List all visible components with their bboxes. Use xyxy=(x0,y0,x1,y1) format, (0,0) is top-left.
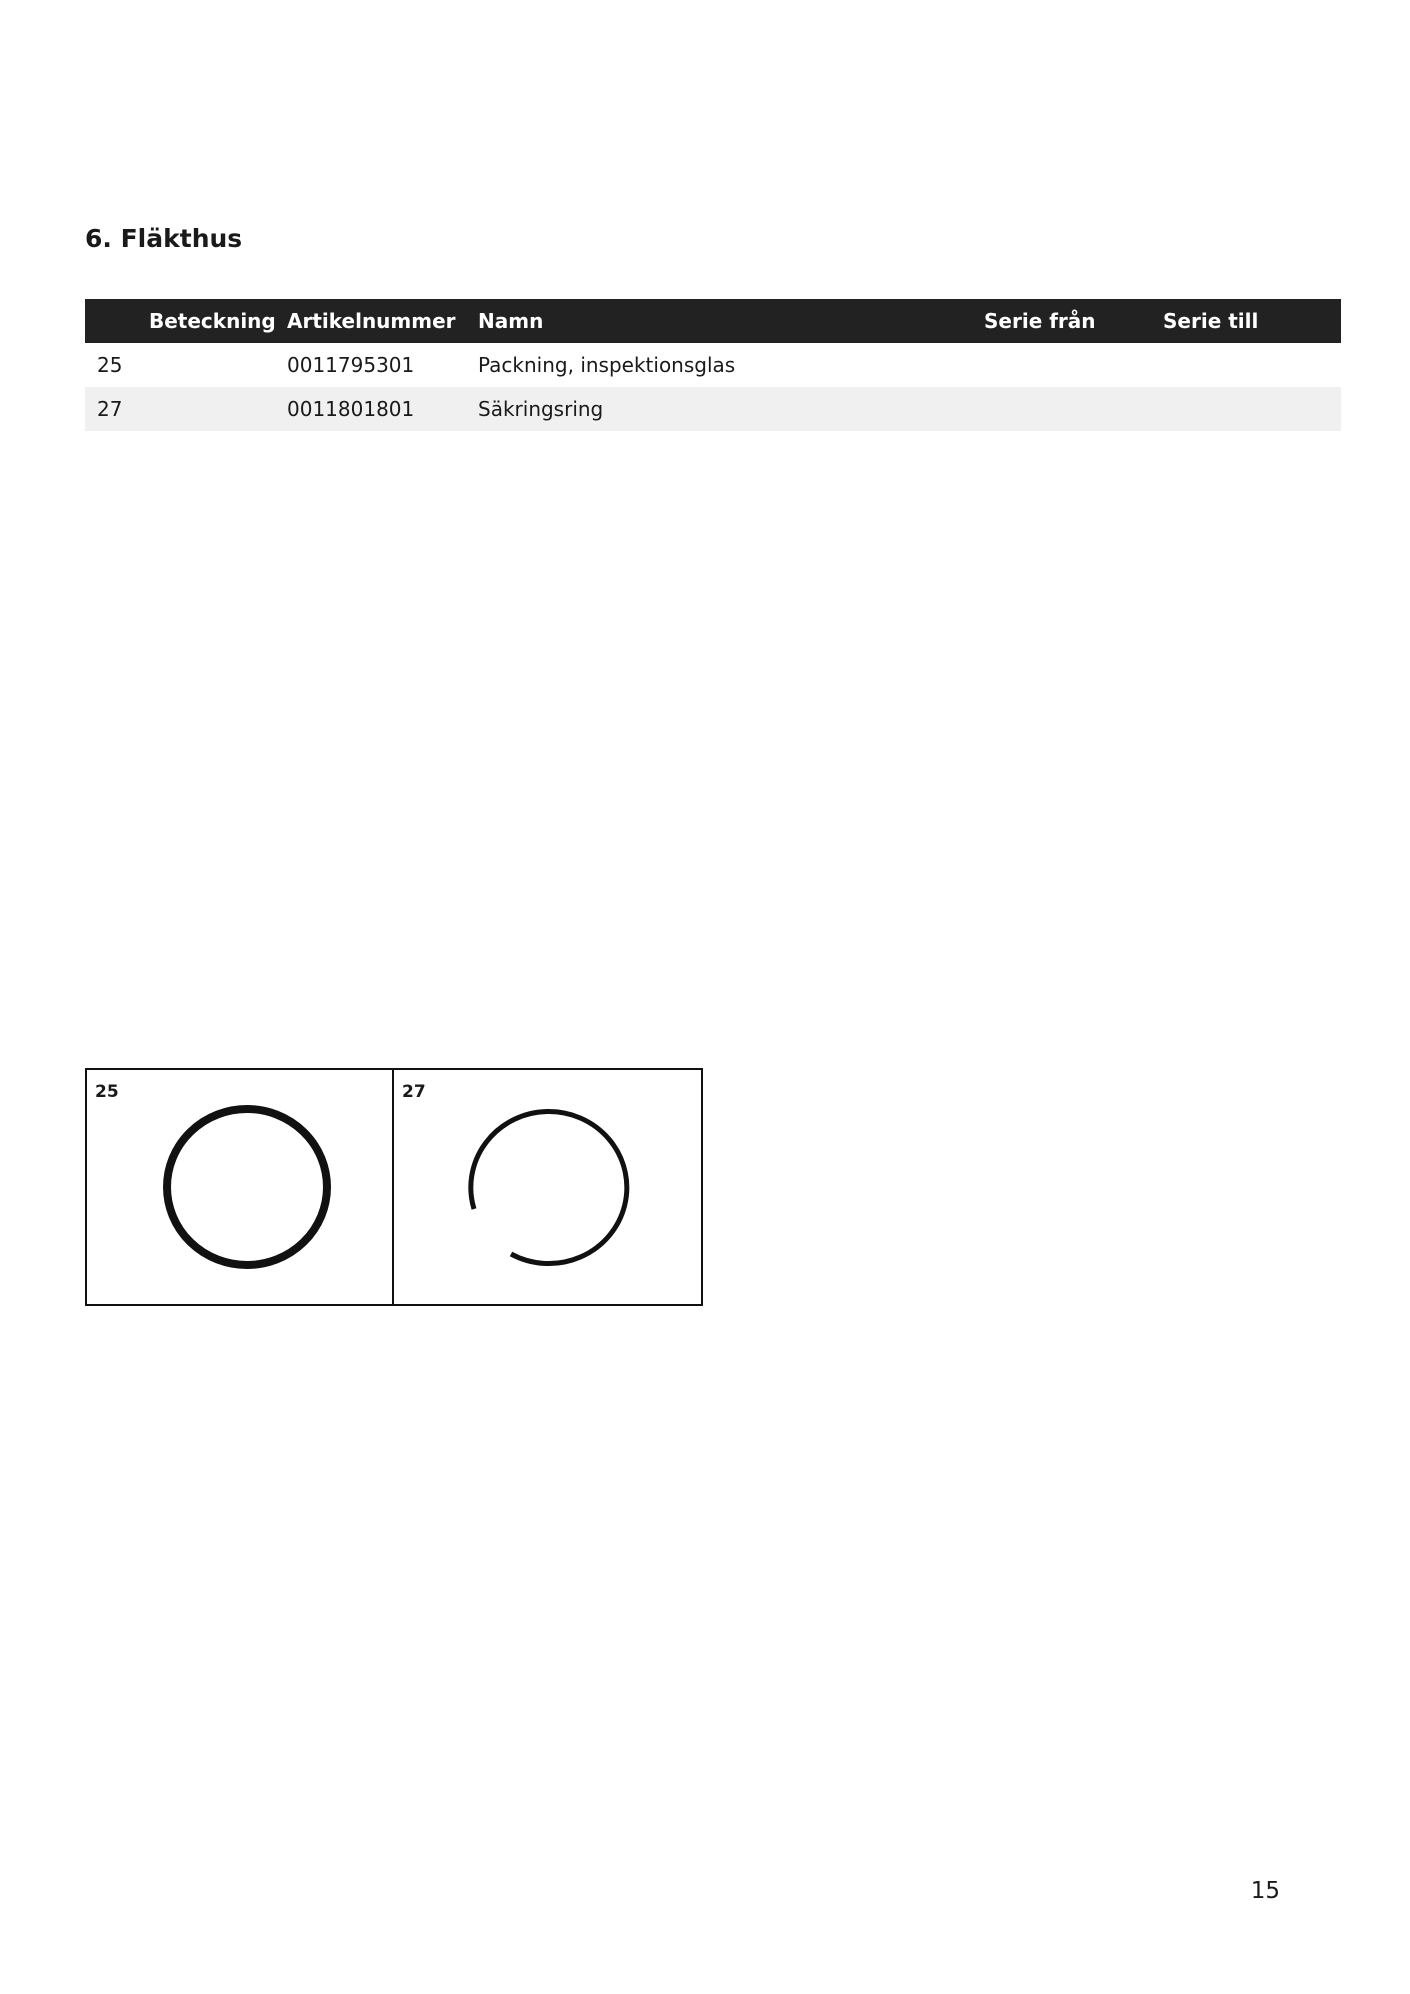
cell-artikelnummer: 0011801801 xyxy=(287,397,415,421)
cell-beteckning: 25 xyxy=(97,353,123,377)
figure-label: 27 xyxy=(402,1082,426,1102)
cell-artikelnummer: 0011795301 xyxy=(287,353,415,377)
page-title: 6. Fläkthus xyxy=(85,224,243,253)
header-serie-till: Serie till xyxy=(1163,309,1259,333)
parts-table xyxy=(85,299,1341,431)
retaining-ring-icon xyxy=(394,1070,701,1306)
part-figures xyxy=(85,1068,703,1306)
figure-part-25 xyxy=(85,1068,394,1306)
cell-beteckning: 27 xyxy=(97,397,123,421)
page-number: 15 xyxy=(1250,1878,1280,1904)
header-namn: Namn xyxy=(478,309,544,333)
table-header-row xyxy=(85,299,1341,343)
table-row xyxy=(85,387,1341,431)
figure-label: 25 xyxy=(95,1082,119,1102)
header-serie-fran: Serie från xyxy=(984,309,1096,333)
cell-namn: Säkringsring xyxy=(478,397,604,421)
table-row xyxy=(85,343,1341,387)
gasket-ring-icon xyxy=(87,1070,394,1306)
header-beteckning: Beteckning xyxy=(149,309,276,333)
cell-namn: Packning, inspektionsglas xyxy=(478,353,736,377)
figure-part-27 xyxy=(394,1068,703,1306)
header-artikelnummer: Artikelnummer xyxy=(287,309,456,333)
